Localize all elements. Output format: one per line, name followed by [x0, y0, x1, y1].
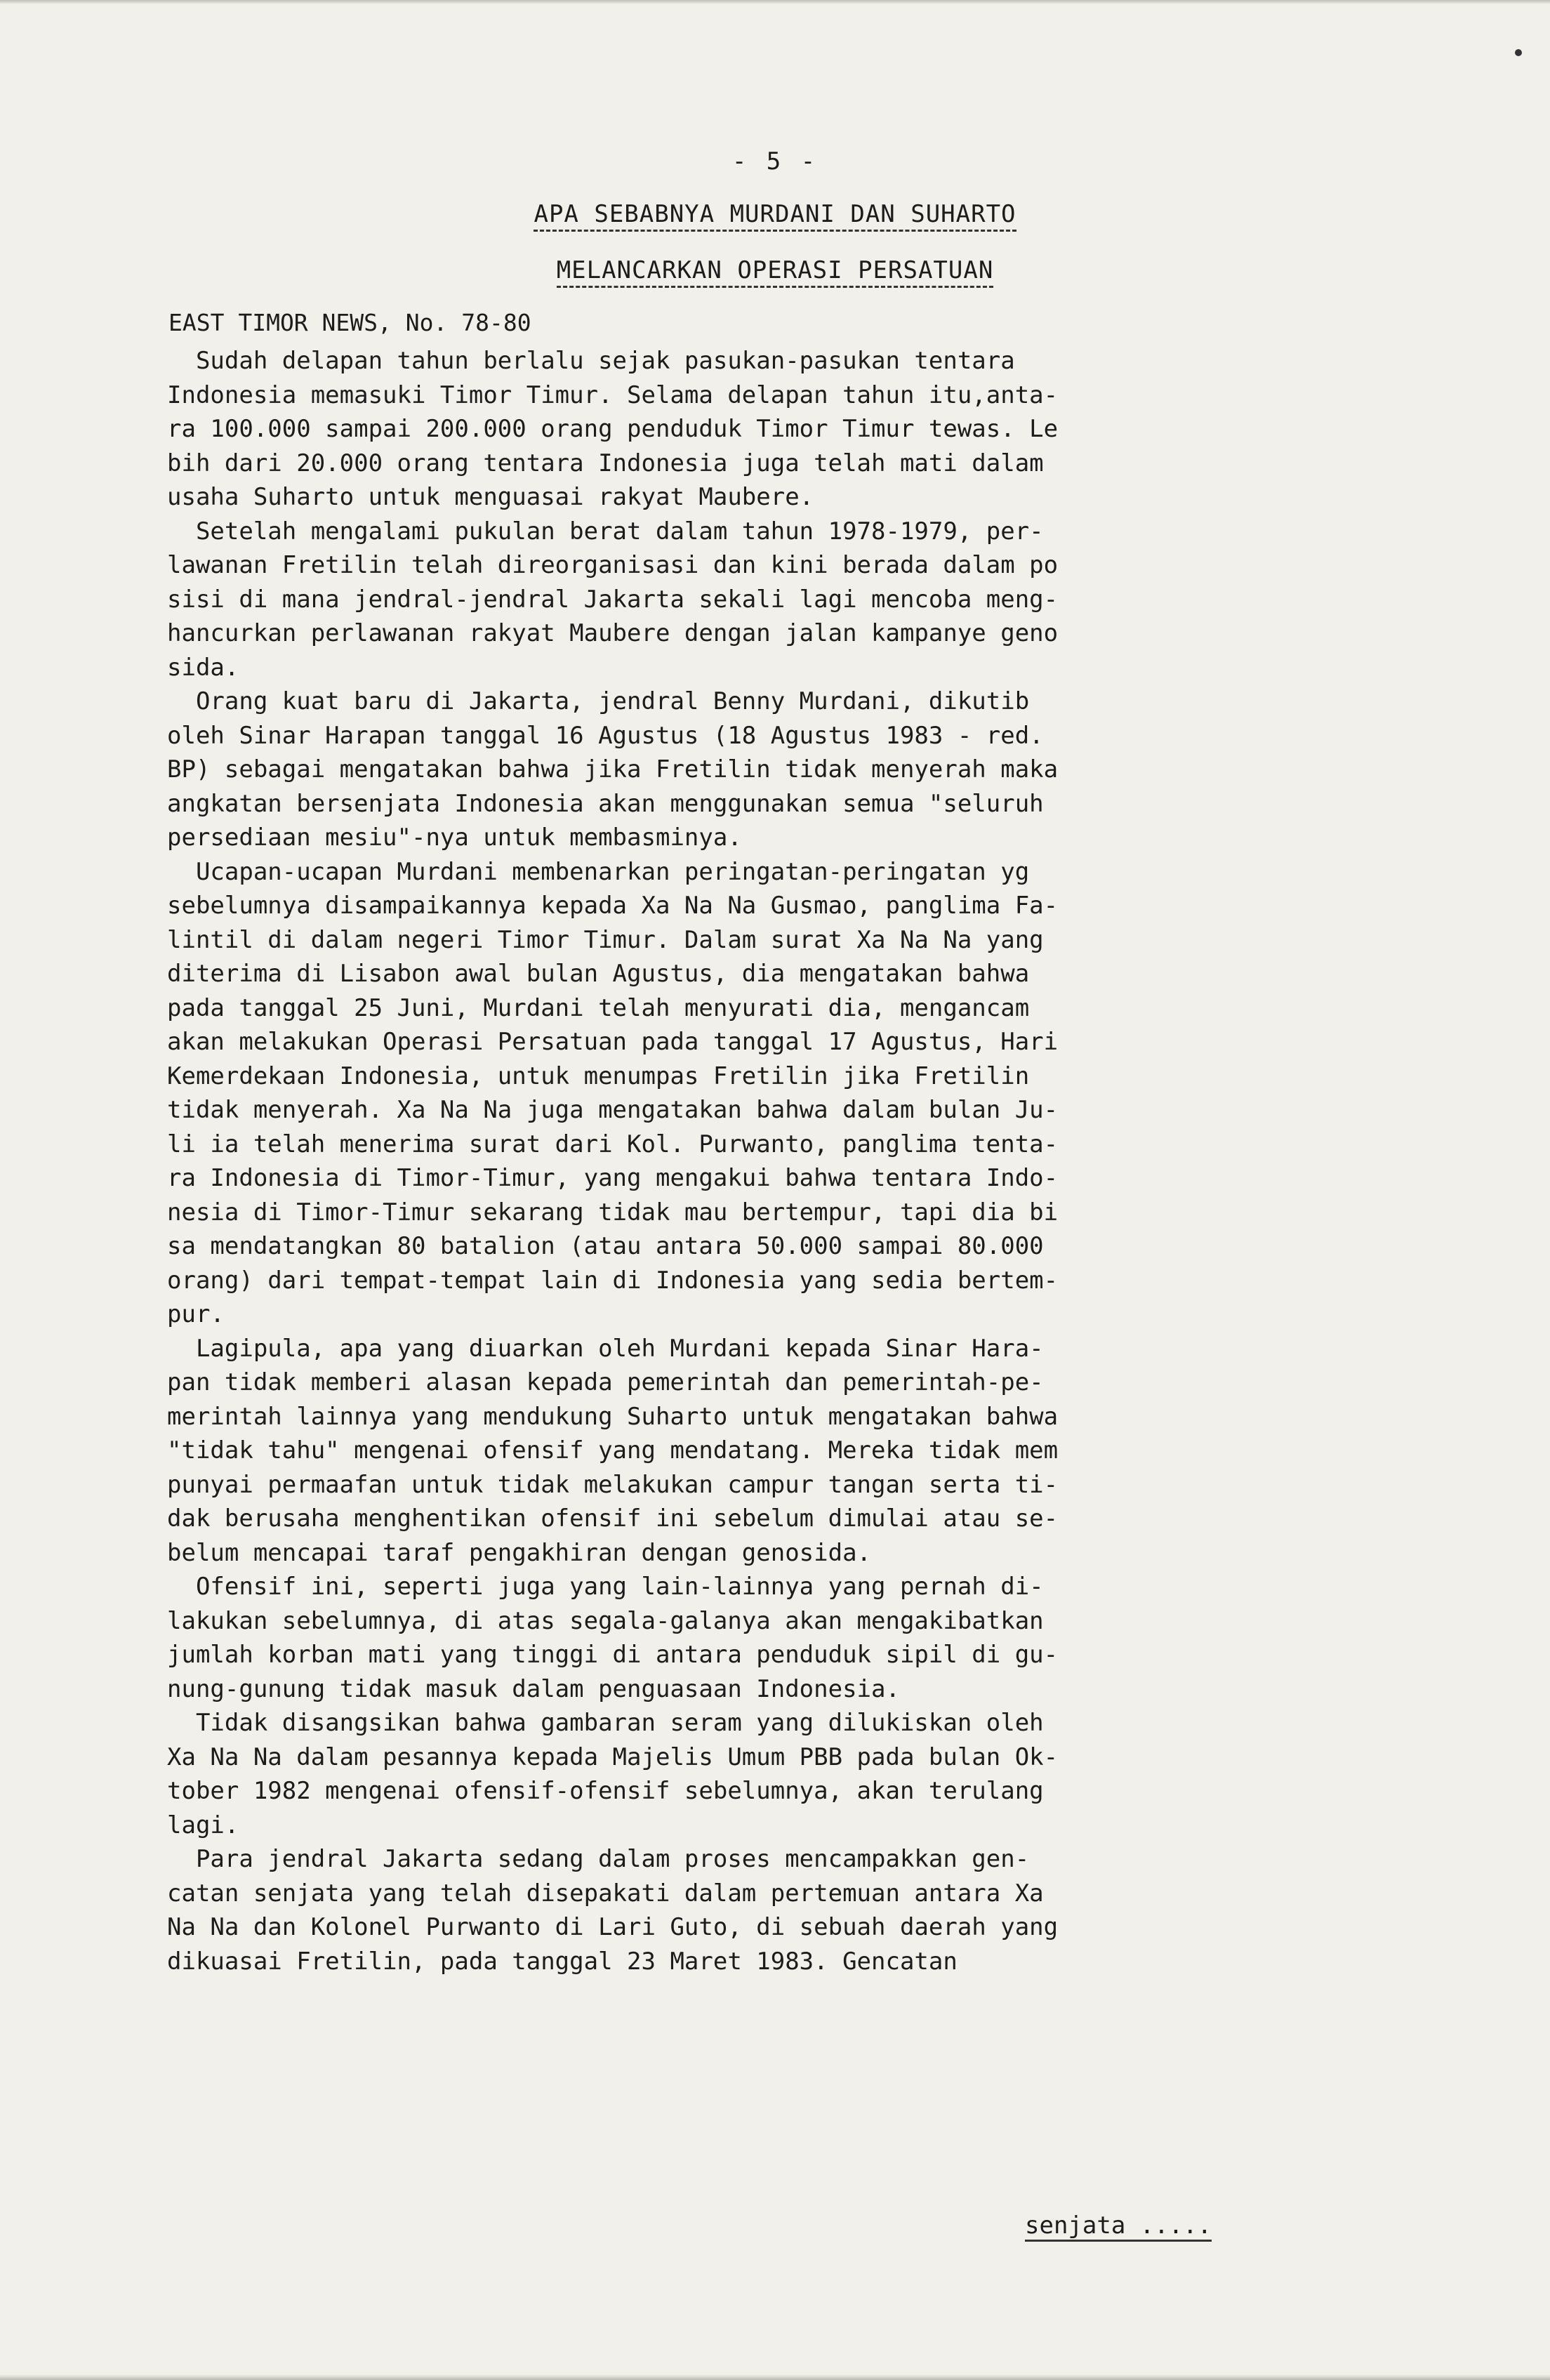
- body-line: persediaan mesiu"-nya untuk membasminya.: [167, 824, 742, 852]
- body-line: BP) sebagai mengatakan bahwa jika Fretilin tidak menyerah maka: [167, 755, 1059, 784]
- scan-edge-bottom: [0, 2374, 1550, 2380]
- body-line: angkatan bersenjata Indonesia akan menggunakan semua "seluruh: [167, 789, 1044, 818]
- body-line: lintil di dalam negeri Timor Timur. Dalam surat Xa Na Na yang: [167, 925, 1044, 954]
- body-line: pan tidak memberi alasan kepada pemerintah dan pemerintah-pe-: [167, 1368, 1044, 1396]
- body-line: sida.: [167, 653, 239, 682]
- title-line-2: [0, 256, 1550, 288]
- body-line: sebelumnya disampaikannya kepada Xa Na Na Gusmao, panglima Fa-: [167, 892, 1059, 920]
- body-line: Xa Na Na dalam pesannya kepada Majelis Umum PBB pada bulan Ok-: [167, 1743, 1059, 1771]
- body-line: li ia telah menerima surat dari Kol. Purwanto, panglima tenta-: [167, 1130, 1059, 1158]
- source-line: EAST TIMOR NEWS, No. 78-80: [168, 309, 531, 336]
- page-number: - 5 -: [731, 147, 819, 176]
- body-line: lagi.: [167, 1811, 239, 1839]
- body-line: ra 100.000 sampai 200.000 orang penduduk Timor Timur tewas. Le: [167, 415, 1059, 443]
- body-line: dak berusaha menghentikan ofensif ini sebelum dimulai atau se-: [167, 1505, 1059, 1533]
- scan-speck: [1515, 49, 1522, 56]
- body-line: Na Na dan Kolonel Purwanto di Lari Guto, di sebuah daerah yang: [167, 1913, 1059, 1941]
- body-line: sa mendatangkan 80 batalion (atau antara 50.000 sampai 80.000: [167, 1232, 1044, 1260]
- body-line: nung-gunung tidak masuk dalam penguasaan Indonesia.: [167, 1674, 900, 1703]
- body-line: tidak menyerah. Xa Na Na juga mengatakan bahwa dalam bulan Ju-: [167, 1096, 1059, 1124]
- body-line: Ucapan-ucapan Murdani membenarkan peringatan-peringatan yg: [167, 857, 1030, 886]
- body-line: tober 1982 mengenai ofensif-ofensif sebelumnya, akan terulang: [167, 1777, 1044, 1805]
- body-line: sisi di mana jendral-jendral Jakarta sekali lagi mencoba meng-: [167, 585, 1059, 614]
- body-line: diterima di Lisabon awal bulan Agustus, dia mengatakan bahwa: [167, 960, 1030, 988]
- body-line: "tidak tahu" mengenai ofensif yang mendatang. Mereka tidak mem: [167, 1436, 1059, 1465]
- body-line: jumlah korban mati yang tinggi di antara penduduk sipil di gu-: [167, 1641, 1059, 1669]
- body-line: Para jendral Jakarta sedang dalam proses mencampakkan gen-: [167, 1845, 1030, 1873]
- body-line: Ofensif ini, seperti juga yang lain-lainnya yang pernah di-: [167, 1573, 1044, 1601]
- body-line: bih dari 20.000 orang tentara Indonesia juga telah mati dalam: [167, 449, 1044, 477]
- title-line-2-text: MELANCARKAN OPERASI PERSATUAN: [557, 256, 994, 288]
- body-line: merintah lainnya yang mendukung Suharto untuk mengatakan bahwa: [167, 1402, 1059, 1431]
- body-line: akan melakukan Operasi Persatuan pada tanggal 17 Agustus, Hari: [167, 1028, 1059, 1056]
- body-line: punyai permaafan untuk tidak melakukan campur tangan serta ti-: [167, 1470, 1059, 1499]
- body-line: Setelah mengalami pukulan berat dalam tahun 1978-1979, per-: [167, 517, 1044, 546]
- body-line: Kemerdekaan Indonesia, untuk menumpas Fretilin jika Fretilin: [167, 1062, 1030, 1090]
- scan-edge-top: [0, 0, 1550, 4]
- body-line: hancurkan perlawanan rakyat Maubere dengan jalan kampanye geno: [167, 619, 1059, 647]
- body-line: pur.: [167, 1300, 225, 1328]
- body-line: Lagipula, apa yang diuarkan oleh Murdani kepada Sinar Hara-: [167, 1334, 1044, 1363]
- body-line: oleh Sinar Harapan tanggal 16 Agustus (18 Agustus 1983 - red.: [167, 721, 1044, 750]
- body-line: dikuasai Fretilin, pada tanggal 23 Maret 1983. Gencatan: [167, 1947, 958, 1976]
- continuation-note: [1025, 2212, 1212, 2240]
- title-line-1-text: APA SEBABNYA MURDANI DAN SUHARTO: [534, 200, 1016, 232]
- body-line: Tidak disangsikan bahwa gambaran seram yang dilukiskan oleh: [167, 1709, 1044, 1737]
- body-line: nesia di Timor-Timur sekarang tidak mau bertempur, tapi dia bi: [167, 1198, 1059, 1227]
- body-line: catan senjata yang telah disepakati dalam pertemuan antara Xa: [167, 1879, 1044, 1908]
- body-line: Indonesia memasuki Timor Timur. Selama delapan tahun itu,anta-: [167, 381, 1059, 409]
- body-line: lakukan sebelumnya, di atas segala-galanya akan mengakibatkan: [167, 1606, 1044, 1635]
- body-line: Orang kuat baru di Jakarta, jendral Benny Murdani, dikutib: [167, 687, 1030, 715]
- body-line: pada tanggal 25 Juni, Murdani telah menyurati dia, mengancam: [167, 993, 1030, 1022]
- body-line: belum mencapai taraf pengakhiran dengan genosida.: [167, 1538, 872, 1567]
- article-body: [167, 344, 1332, 1978]
- continuation-text: senjata .....: [1025, 2212, 1212, 2242]
- body-line: ra Indonesia di Timor-Timur, yang mengakui bahwa tentara Indo-: [167, 1164, 1059, 1192]
- body-line: usaha Suharto untuk menguasai rakyat Maubere.: [167, 483, 814, 511]
- title-line-1: [0, 200, 1550, 232]
- body-line: lawanan Fretilin telah direorganisasi dan kini berada dalam po: [167, 551, 1059, 579]
- body-line: Sudah delapan tahun berlalu sejak pasukan-pasukan tentara: [167, 347, 1015, 375]
- body-line: orang) dari tempat-tempat lain di Indonesia yang sedia bertem-: [167, 1266, 1059, 1295]
